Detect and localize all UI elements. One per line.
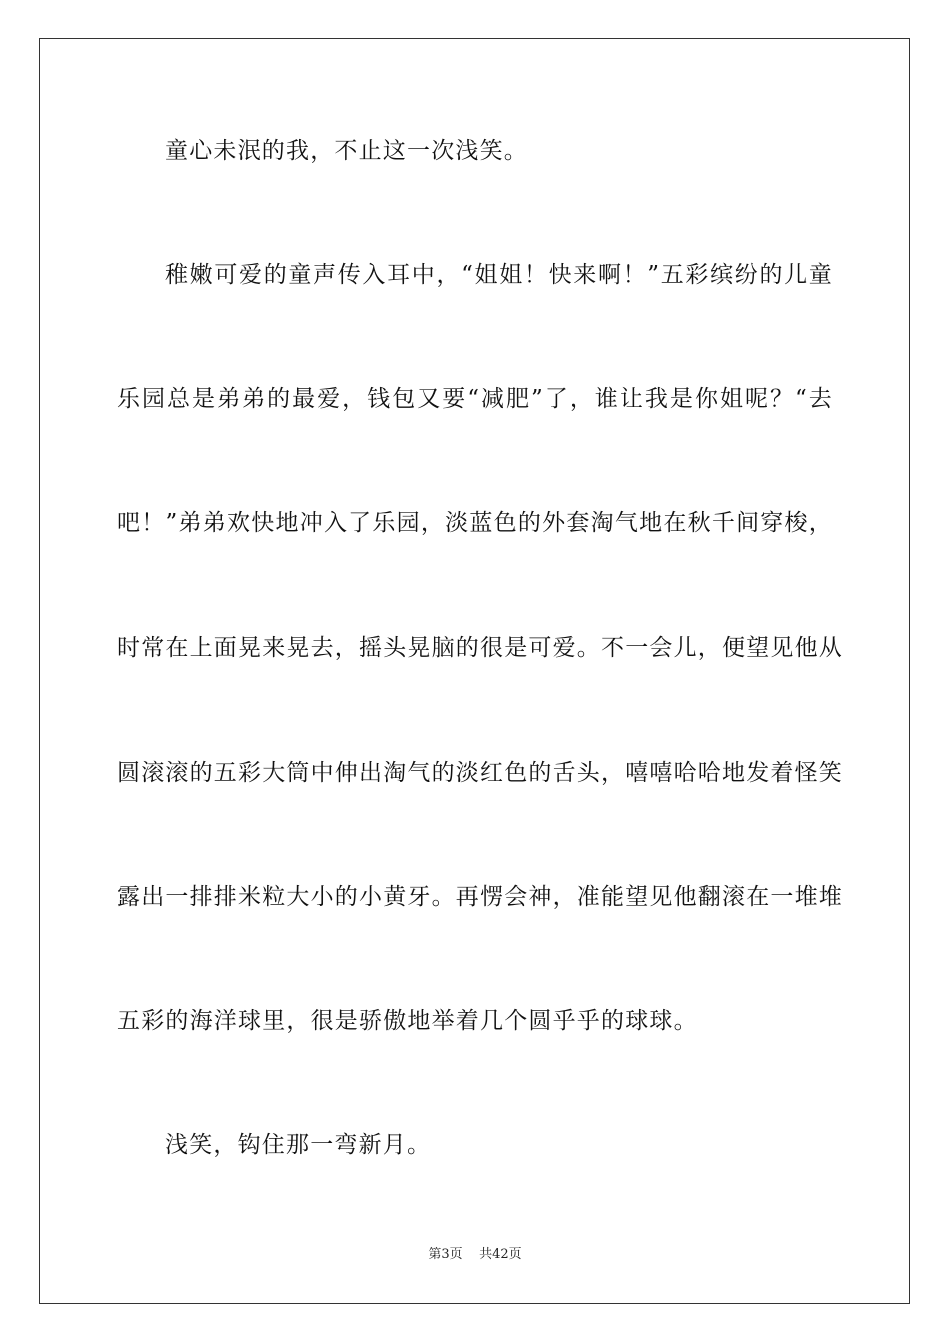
- page-footer: [0, 1246, 950, 1264]
- paragraph-line-3: 乐园总是弟弟的最爱，钱包又要“减肥”了，谁让我是你姐呢？“去: [117, 386, 833, 412]
- paragraph-line-6: 圆滚滚的五彩大筒中伸出淘气的淡红色的舌头，嘻嘻哈哈地发着怪笑: [117, 760, 843, 786]
- paragraph-line-9: 浅笑，钩住那一弯新月。: [165, 1132, 432, 1158]
- paragraph-line-7: 露出一排排米粒大小的小黄牙。再愣会神，准能望见他翻滚在一堆堆: [117, 884, 843, 910]
- paragraph-line-4: 吧！”弟弟欢快地冲入了乐园，淡蓝色的外套淘气地在秋千间穿梭，: [117, 510, 833, 536]
- page-total: 共42页: [479, 1247, 522, 1262]
- paragraph-line-5: 时常在上面晃来晃去，摇头晃脑的很是可爱。不一会儿，便望见他从: [117, 635, 843, 661]
- paragraph-line-1: 童心未泯的我，不止这一次浅笑。: [165, 138, 528, 164]
- paragraph-line-2: 稚嫩可爱的童声传入耳中，“姐姐！快来啊！”五彩缤纷的儿童: [165, 262, 833, 288]
- page-border: [39, 38, 910, 1304]
- page-number: 第3页: [428, 1247, 463, 1262]
- paragraph-line-8: 五彩的海洋球里，很是骄傲地举着几个圆乎乎的球球。: [117, 1008, 698, 1034]
